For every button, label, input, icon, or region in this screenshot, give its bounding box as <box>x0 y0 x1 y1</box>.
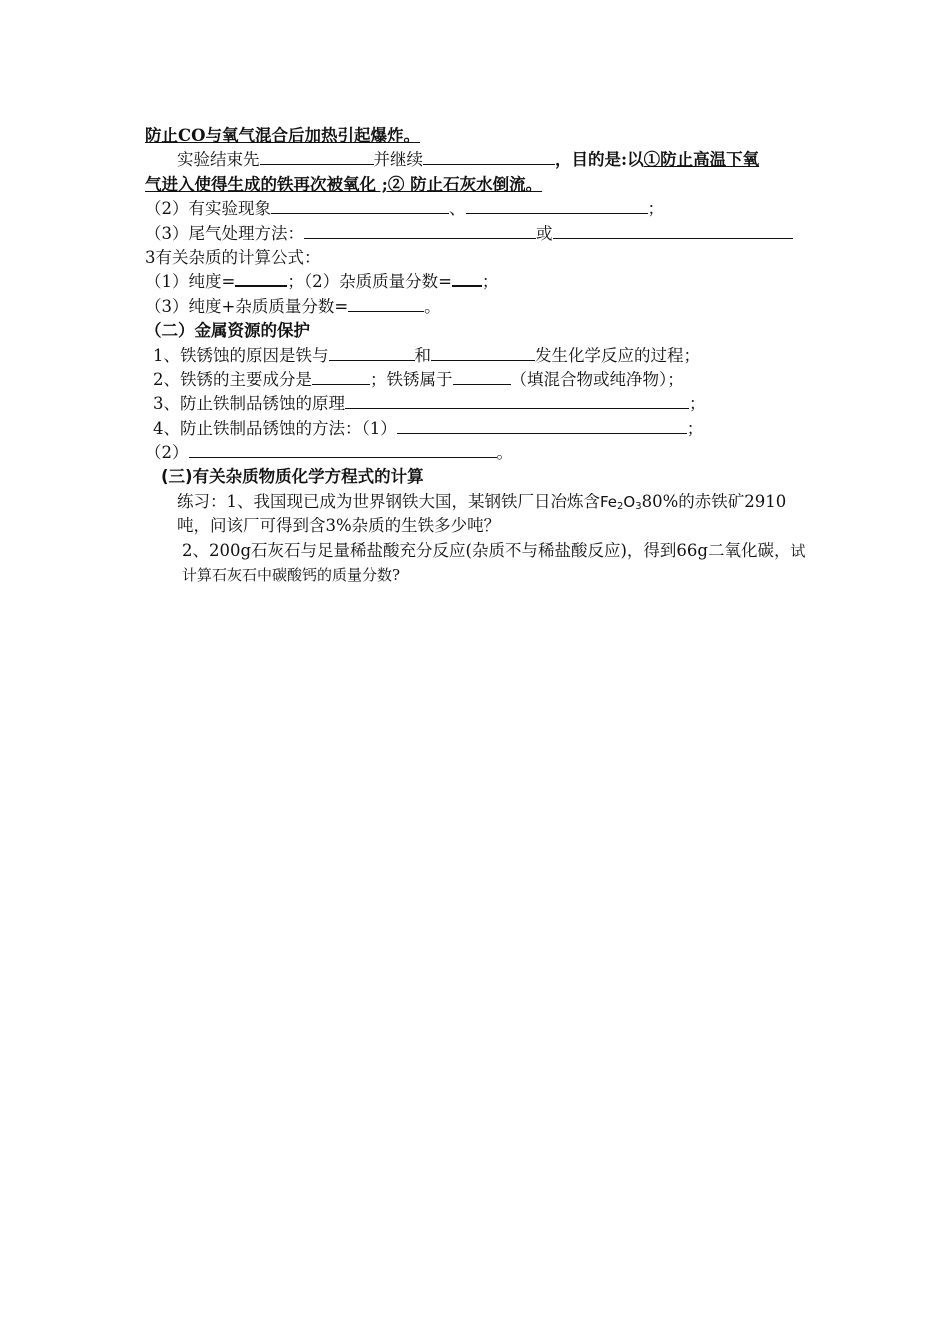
blank-first-step[interactable] <box>260 149 374 165</box>
text-reaction-process: 发生化学反应的过程； <box>535 345 700 365</box>
blank-purity-sum[interactable] <box>348 296 424 312</box>
blank-rust-factor-1[interactable] <box>329 345 415 361</box>
answer-line-co-explosion: 防止CO与氧气混合后加热引起爆炸。 <box>145 126 421 145</box>
blank-tail-gas-1[interactable] <box>304 223 536 239</box>
formula-fe: Fe <box>600 492 618 511</box>
blank-rust-factor-2[interactable] <box>431 345 535 361</box>
blank-prevention-principle[interactable] <box>345 393 689 409</box>
text-rust-component: 2、铁锈的主要成分是 <box>153 369 312 389</box>
text-fill-hint: （填混合物或纯净物）； <box>510 369 684 389</box>
answer-purpose-part2: 气进入使得生成的铁再次被氧化 ;② 防止石灰水倒流。 <box>145 174 543 194</box>
text-impurity-fraction: ；（2）杂质质量分数= <box>287 272 452 292</box>
prevention-method-2-line <box>145 441 810 465</box>
text-and: 和 <box>414 345 431 365</box>
text-tail-gas: （3）尾气处理方法： <box>145 223 304 243</box>
blank-continue-step[interactable] <box>423 149 555 165</box>
prevention-principle-line <box>145 392 810 416</box>
text-prevention-principle: 3、防止铁制品锈蚀的原理 <box>153 394 345 414</box>
blank-phenomenon-1[interactable] <box>271 198 449 214</box>
blank-phenomenon-2[interactable] <box>466 198 648 214</box>
blank-purity[interactable] <box>235 270 287 287</box>
document-body <box>145 124 810 587</box>
blank-impurity-fraction[interactable] <box>452 270 482 287</box>
text-purity-sum: （3）纯度+杂质质量分数= <box>145 296 349 316</box>
experiment-end-line <box>145 148 810 172</box>
text-separator: 、 <box>449 199 466 219</box>
exercise-1-text-b: 80%的赤铁矿2910吨，问该厂可得到含3%杂质的生铁多少吨？ <box>177 491 787 536</box>
exercise-2-text-a: 2、200g石灰石与足量稀盐酸充分反应(杂质不与稀盐酸反应)，得到66g二氧化碳， <box>182 540 791 560</box>
prevention-method-line <box>145 417 810 441</box>
text-purpose: ，目的是:以 <box>555 150 644 170</box>
text-semicolon-3: ； <box>689 394 706 414</box>
formula-o: O <box>623 492 636 511</box>
text-or: 或 <box>536 223 553 243</box>
text-method-2: （2） <box>145 443 189 463</box>
exercise-1 <box>145 490 810 539</box>
text-prevention-method: 4、防止铁制品锈蚀的方法：（1） <box>153 418 397 438</box>
text-experiment-end: 实验结束先 <box>177 150 260 170</box>
formula-sub-2: 2 <box>617 500 624 512</box>
purity-sum-line <box>145 295 810 319</box>
answer-purpose-part1: ①防止高温下氧 <box>643 150 760 170</box>
blank-prevention-method-2[interactable] <box>189 442 497 458</box>
section-heading-impurity-calc: (三)有关杂质物质化学方程式的计算 <box>161 467 424 487</box>
rust-composition-line <box>145 368 810 392</box>
blank-tail-gas-2[interactable] <box>553 223 793 239</box>
text-and-continue: 并继续 <box>373 150 423 170</box>
exercise-1-text-a: 练习：1、我国现已成为世界钢铁大国，某钢铁厂日冶炼含 <box>177 491 600 511</box>
text-rust-type: ；铁锈属于 <box>370 369 453 389</box>
rust-cause-line <box>145 344 810 368</box>
text-semicolon-2: ； <box>481 272 499 292</box>
formula-sub-3: 3 <box>635 500 642 512</box>
blank-prevention-method-1[interactable] <box>397 418 687 434</box>
text-phenomena: （2）有实验现象 <box>145 199 271 219</box>
purity-line <box>145 270 810 294</box>
impurity-formula-heading: 3有关杂质的计算公式： <box>145 247 321 267</box>
phenomena-line <box>145 197 810 221</box>
exercise-2-text-b: 试计算石灰石中碳酸钙的质量分数? <box>182 541 806 585</box>
tail-gas-line <box>145 222 810 246</box>
blank-rust-type[interactable] <box>453 369 511 385</box>
blank-rust-component[interactable] <box>312 369 370 385</box>
section-heading-metal-protection: （二）金属资源的保护 <box>145 321 310 341</box>
text-period-2: 。 <box>496 443 513 463</box>
text-purity: （1）纯度= <box>145 272 236 292</box>
exercise-2 <box>145 539 810 588</box>
text-semicolon: ； <box>647 199 664 219</box>
text-semicolon-4: ； <box>686 418 704 438</box>
text-rust-cause: 1、铁锈蚀的原因是铁与 <box>153 345 329 365</box>
text-period: 。 <box>424 296 441 316</box>
